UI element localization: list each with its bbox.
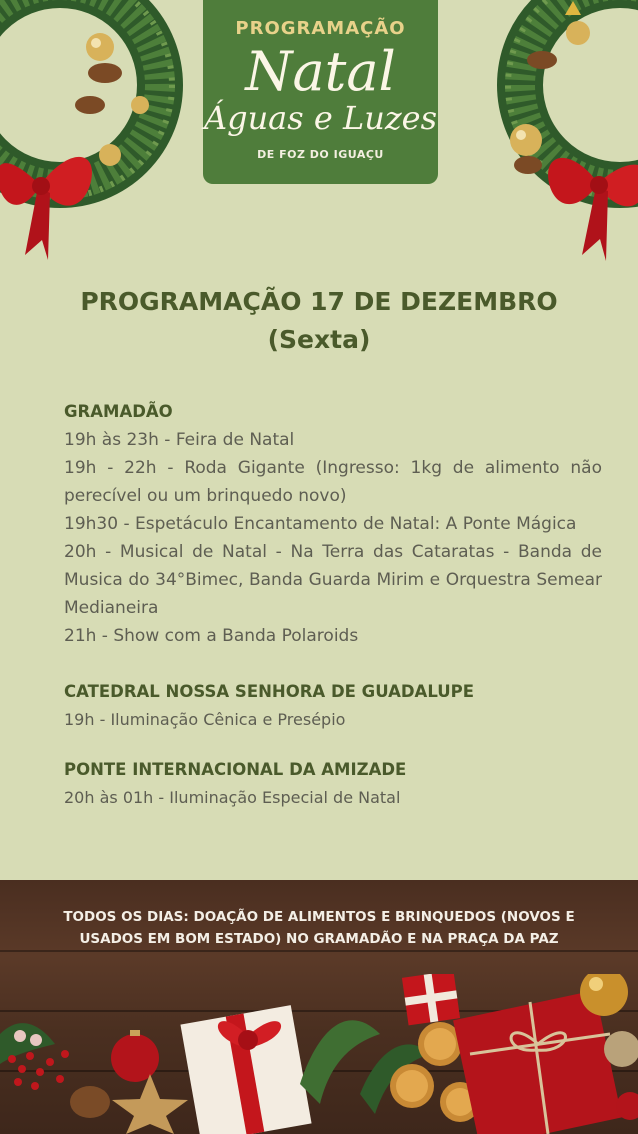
footer-notice: TODOS OS DIAS: DOAÇÃO DE ALIMENTOS E BRINQUEDOS (NOVOS E USADOS EM BOM ESTADO) NO GRAMADÃO E NA PRAÇA DA PAZ — [63, 909, 575, 947]
schedule-item: 19h30 - Espetáculo Encantamento de Natal: A Ponte Mágica — [64, 514, 577, 534]
logo-subtitle: DE FOZ DO IGUAÇU — [257, 148, 384, 161]
schedule-item: 19h às 23h - Feira de Natal — [64, 430, 295, 450]
page-title — [0, 283, 638, 359]
schedule-item: 21h - Show com a Banda Polaroids — [64, 626, 359, 646]
schedule-item: 19h - 22h - Roda Gigante (Ingresso: 1kg de alimento não perecível ou um brinquedo novo) — [64, 458, 602, 506]
section-heading: CATEDRAL NOSSA SENHORA DE GUADALUPE — [64, 682, 475, 701]
section-gramadao — [64, 398, 602, 650]
event-logo — [203, 0, 438, 184]
section-heading: GRAMADÃO — [64, 402, 173, 421]
section-catedral — [64, 678, 602, 734]
logo-brand-line2: Águas e Luzes — [203, 99, 438, 137]
title-weekday: (Sexta) — [267, 325, 371, 354]
schedule-item: 20h às 01h - Iluminação Especial de Natal — [64, 788, 401, 807]
section-ponte — [64, 756, 602, 812]
section-heading: PONTE INTERNACIONAL DA AMIZADE — [64, 760, 407, 779]
schedule-item: 19h - Iluminação Cênica e Presépio — [64, 710, 346, 729]
schedule-item: 20h - Musical de Natal - Na Terra das Cataratas - Banda de Musica do 34°Bimec, Banda Guarda Mirim e Orquestra Semear Medianeira — [64, 542, 602, 618]
christmas-decorations-icon — [0, 974, 638, 1134]
christmas-wreath-right-icon — [470, 0, 638, 275]
schedule — [64, 398, 602, 812]
logo-kicker: PROGRAMAÇÃO — [235, 18, 406, 39]
footer-banner — [0, 880, 638, 1134]
title-date: PROGRAMAÇÃO 17 DE DEZEMBRO — [80, 287, 558, 316]
christmas-wreath-left-icon — [0, 0, 190, 275]
logo-brand-line1: Natal — [245, 40, 396, 103]
